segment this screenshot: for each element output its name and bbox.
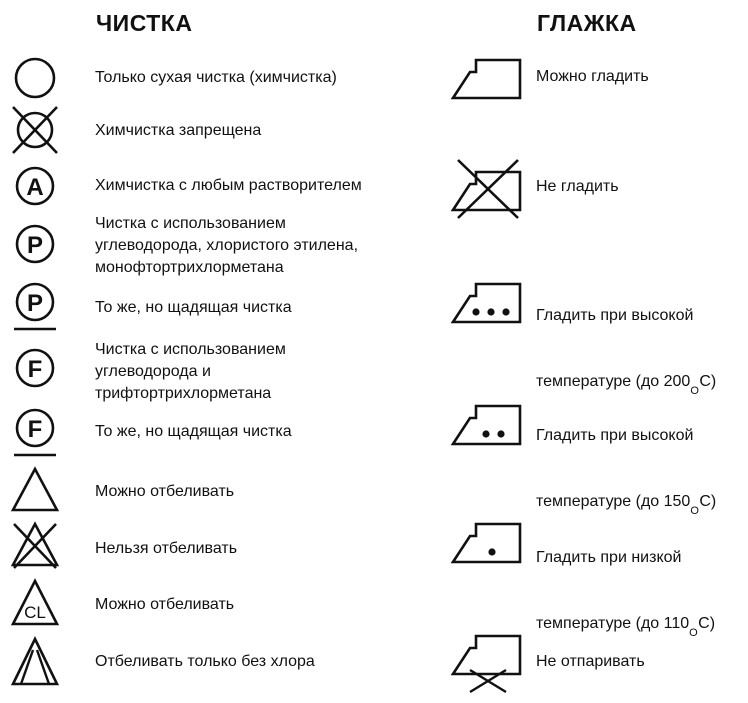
ironing-label-high-200-line1: Гладить при высокой <box>536 307 694 324</box>
crossed-iron-icon <box>450 156 524 220</box>
ironing-label-high-150-line1: Гладить при высокой <box>536 427 694 444</box>
ironing-heading: ГЛАЖКА <box>537 10 637 36</box>
circle-p-underlined-letter: P <box>26 290 44 317</box>
cleaning-label-dry-clean: Только сухая чистка (химчистка) <box>95 69 337 86</box>
cleaning-label-f-gentle: То же, но щадящая чистка <box>95 423 292 440</box>
degree-sign: O <box>690 385 699 397</box>
circle-icon <box>10 56 60 102</box>
crossed-triangle-icon <box>10 520 60 570</box>
cleaning-label-bleach-cl: Можно отбеливать <box>95 596 235 613</box>
circle-f-letter: F <box>27 356 43 383</box>
cleaning-label-f-solvents: Чистка с использованием углеводорода и трифтортрихлорметана <box>95 341 286 402</box>
cleaning-label-p-gentle: То же, но щадящая чистка <box>95 299 292 316</box>
triangle-cl-letters: CL <box>24 603 46 622</box>
ironing-label-high-150 <box>536 403 746 535</box>
ironing-label-can-iron: Можно гладить <box>536 68 649 85</box>
circle-f-underlined-letter: F <box>27 416 43 443</box>
cleaning-label-non-chlorine-bleach: Отбеливать только без хлора <box>95 653 315 670</box>
triangle-icon <box>10 466 60 514</box>
triangle-cl-icon <box>10 578 60 628</box>
ironing-label-high-200-line2: температуре (до 200 <box>536 373 691 390</box>
ironing-label-low-110 <box>536 525 746 657</box>
circle-p-icon <box>10 222 60 266</box>
ironing-label-high-150-tail: C) <box>699 493 717 510</box>
circle-p-underlined-icon <box>10 280 60 336</box>
circle-a-icon <box>10 164 60 208</box>
circle-f-icon <box>10 346 60 390</box>
crossed-circle-icon <box>10 104 60 156</box>
cleaning-label-any-solvent: Химчистка с любым растворителем <box>95 177 362 194</box>
circle-f-underlined-icon <box>10 406 60 462</box>
circle-p-letter: P <box>26 232 44 259</box>
iron-one-dot-icon <box>450 520 524 566</box>
iron-three-dots-icon <box>450 280 524 326</box>
ironing-label-low-110-line1: Гладить при низкой <box>536 549 682 566</box>
iron-icon <box>450 56 524 102</box>
circle-a-letter: A <box>26 174 44 201</box>
degree-sign: O <box>689 627 698 639</box>
cleaning-label-bleach-ok: Можно отбеливать <box>95 483 235 500</box>
ironing-label-no-iron: Не гладить <box>536 178 619 195</box>
ironing-label-low-110-line2: температуре (до 110 <box>536 615 690 632</box>
iron-two-dots-icon <box>450 402 524 448</box>
cleaning-heading: ЧИСТКА <box>96 10 193 36</box>
ironing-label-high-150-line2: температуре (до 150 <box>536 493 691 510</box>
cleaning-label-p-solvents: Чистка с использованием углеводорода, хлористого этилена, монофтортрихлорметана <box>95 215 359 276</box>
cleaning-label-no-dry-clean: Химчистка запрещена <box>95 122 262 139</box>
ironing-label-high-200-tail: C) <box>699 373 717 390</box>
ironing-label-no-steam: Не отпаривать <box>536 653 645 670</box>
ironing-label-high-200 <box>536 283 746 415</box>
degree-sign: O <box>690 505 699 517</box>
cleaning-label-no-bleach: Нельзя отбеливать <box>95 540 238 557</box>
ironing-label-low-110-tail: C) <box>698 615 716 632</box>
iron-no-steam-icon <box>450 632 524 694</box>
triangle-hatched-icon <box>10 636 60 688</box>
